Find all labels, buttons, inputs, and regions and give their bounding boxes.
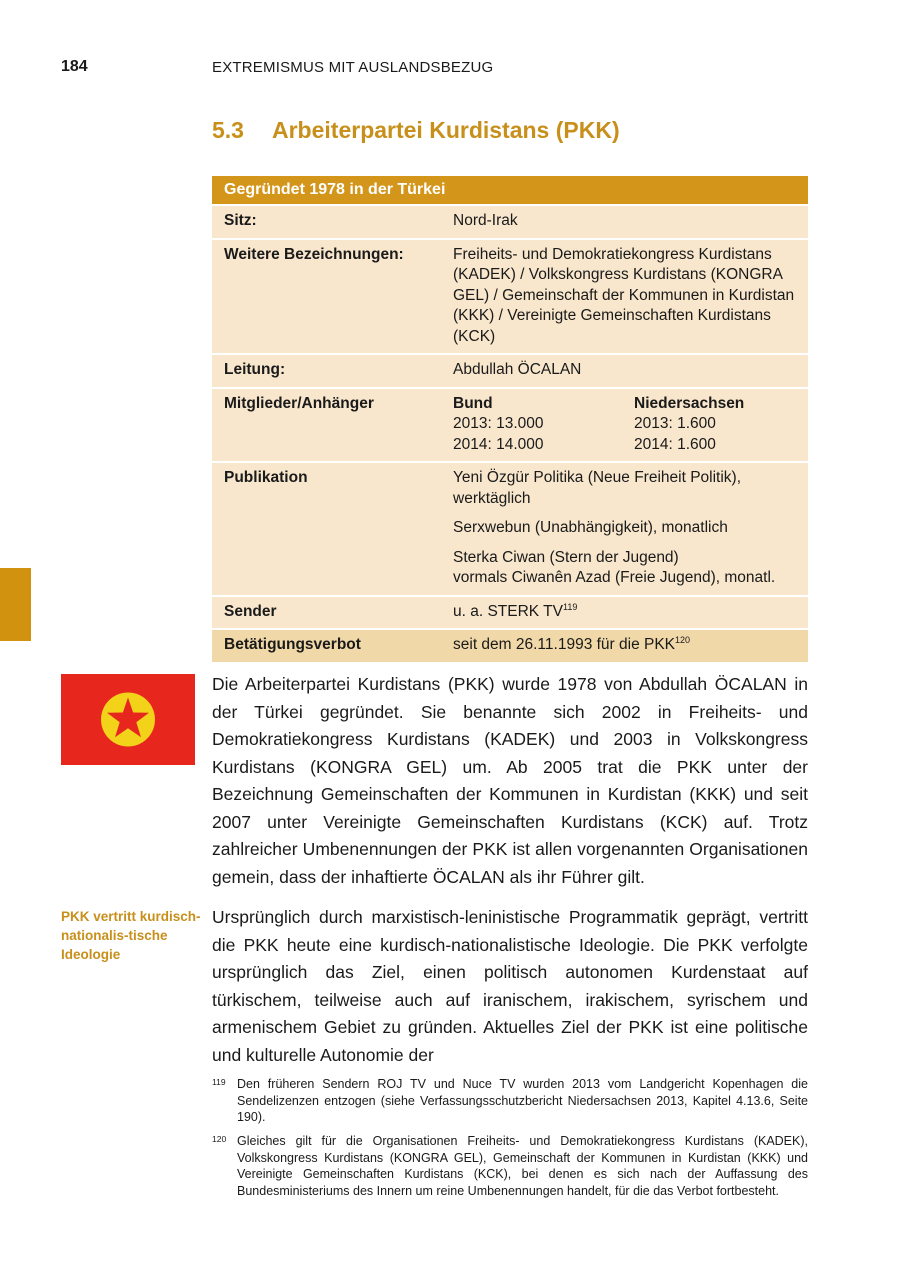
fact-label: Sender [224, 602, 277, 620]
publication-item: Serxwebun (Unabhängigkeit), monatlich [453, 519, 728, 536]
fact-row-names [212, 238, 808, 354]
members-bund-2013: 2013: 13.000 [453, 415, 544, 432]
fact-row-sender [212, 595, 808, 629]
fact-label: Mitglieder/Anhänger [224, 394, 374, 412]
footnote-ref[interactable]: 120 [675, 634, 691, 645]
fact-value [453, 602, 808, 623]
fact-value: Freiheits- und Demokratiekongress Kurdistans (KADEK) / Volkskongress Kurdistans (KONGRA GEL) / Gemeinschaft der Kommunen in Kurdistan (KKK) / Vereinigte Gemeinschaften Kurdistans (KCK) [453, 245, 795, 345]
fact-label: Betätigungsverbot [224, 636, 361, 653]
members-bund-2014: 2014: 14.000 [453, 435, 544, 453]
publication-item: Sterka Ciwan (Stern der Jugend) [453, 548, 679, 566]
members-nds-2014: 2014: 1.600 [634, 435, 716, 453]
footnote-number: 120 [212, 1134, 227, 1144]
members-nds-2013: 2013: 1.600 [634, 415, 716, 432]
fact-label: Leitung: [224, 361, 286, 378]
fact-label: Sitz: [224, 212, 257, 229]
members-niedersachsen [634, 394, 815, 456]
fact-row-leitung [212, 353, 808, 387]
fact-table [212, 176, 808, 662]
pkk-flag [61, 674, 195, 765]
section-title [212, 117, 620, 144]
running-header: EXTREMISMUS MIT AUSLANDSBEZUG [212, 59, 494, 76]
publication-item-group [453, 548, 800, 589]
fact-value: Nord-Irak [453, 212, 518, 229]
footnote [212, 1076, 808, 1126]
members-columns [453, 394, 823, 456]
section-title-text: Arbeiterpartei Kurdistans (PKK) [272, 117, 620, 143]
footnote-number: 119 [212, 1077, 226, 1087]
section-number: 5.3 [212, 117, 244, 143]
fact-value [453, 468, 808, 589]
body-paragraph: Die Arbeiterpartei Kurdistans (PKK) wurde 1978 von Abdullah ÖCALAN in der Türkei gegründet. Sie benannte sich 2002 in Freiheits- und Demokratiekongress Kurdistans (KADEK) und 2003 in Volkskongress Kurdistans (KONGRA GEL) um. Ab 2005 trat die PKK unter der Bezeichnung Gemeinschaften der Kommunen in Kurdistan (KKK) und seit 2007 unter Vereinigte Gemeinschaften Kurdistans (KCK) auf. Trotz zahlreicher Umbenennungen der PKK ist allen vorgenannten Organisationen gemein, dass der inhaftierte ÖCALAN als ihr Führer gilt. [212, 674, 808, 887]
members-nds-label: Niedersachsen [634, 394, 745, 412]
page-number: 184 [61, 58, 88, 75]
footnote-ref[interactable]: 119 [562, 601, 578, 612]
fact-label: Publikation [224, 469, 308, 486]
publication-item: vormals Ciwanên Azad (Freie Jugend), monatl. [453, 569, 776, 586]
publication-item: Yeni Özgür Politika (Neue Freiheit Politik), werktäglich [453, 469, 742, 507]
chapter-side-tab [0, 568, 31, 641]
fact-value [453, 635, 808, 656]
fact-row-members [212, 387, 808, 462]
footnote-text: Gleiches gilt für die Organisationen Freiheits- und Demokratiekongress Kurdistans (KADEK), Volkskongress Kurdistans (KONGRA GEL), Gemeinschaft der Kommunen in Kurdistan (KKK) und Vereinigte Gemeinschaften Kurdistans (KCK), bei denen es sich nach der Auffassung des Bundesministeriums des Innern um reine Umbenennungen handelt, für die das Verbot fortbesteht. [237, 1134, 808, 1198]
footnote [212, 1133, 808, 1199]
fact-row-verbot [212, 628, 808, 662]
fact-label: Weitere Bezeichnungen: [224, 245, 404, 263]
footnote-text: Den früheren Sendern ROJ TV und Nuce TV wurden 2013 vom Landgericht Kopenhagen die Sendelizenzen entzogen (siehe Verfassungsschutzbericht Niedersachsen 2013, Kapitel 4.13.6, Seite 190). [237, 1077, 808, 1124]
members-bund [453, 394, 634, 456]
margin-note: PKK vertritt kurdisch-nationalis-tische Ideologie [61, 909, 201, 962]
fact-row-sitz [212, 204, 808, 238]
pkk-flag-red-star-icon [61, 674, 195, 765]
sender-value: u. a. STERK TV [453, 602, 563, 620]
fact-row-publication [212, 461, 808, 595]
members-bund-label: Bund [453, 394, 493, 412]
verbot-value: seit dem 26.11.1993 für die PKK [453, 636, 676, 653]
fact-value: Abdullah ÖCALAN [453, 361, 582, 378]
body-paragraph: Ursprünglich durch marxistisch-leninistische Programmatik geprägt, vertritt die PKK heute eine kurdisch-nationalistische Ideologie. Die PKK verfolgte ursprünglich das Ziel, einen politisch autonomen Kurdenstaat auf türkischem, teilweise auch auf iranischem, irakischem, syrischem und armenischem Gebiet zu gründen. Aktuelles Ziel der PKK ist eine politische und kulturelle Autonomie der [212, 907, 808, 1065]
fact-table-header: Gegründet 1978 in der Türkei [212, 176, 808, 204]
